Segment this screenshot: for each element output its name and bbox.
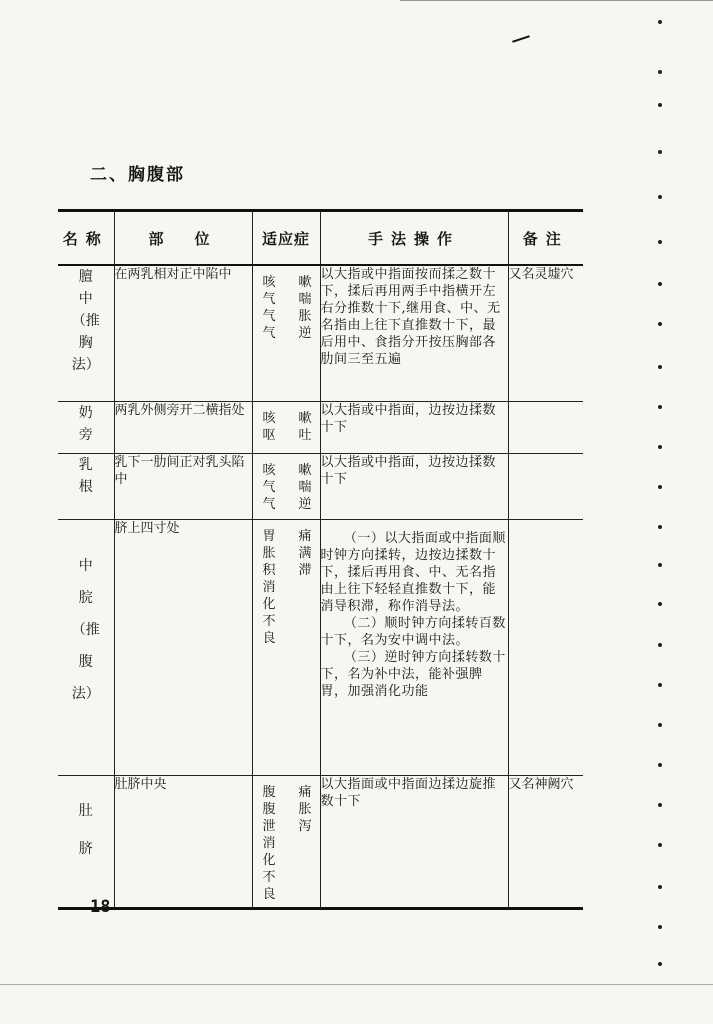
name-char: 奶 bbox=[78, 404, 93, 421]
symptom-char: 痛 bbox=[298, 528, 312, 544]
binding-hole-dot bbox=[658, 962, 662, 966]
symptom-char: 气 bbox=[262, 292, 276, 307]
name-char: 乳 bbox=[78, 456, 93, 473]
symptom-char bbox=[287, 630, 312, 647]
binding-hole-dot bbox=[658, 20, 662, 24]
header-note: 备注 bbox=[508, 211, 583, 266]
symptom-char bbox=[287, 886, 312, 903]
operation-text: （一）以大指面或中指面顺时钟方向揉转，边按边揉数十下，揉后再用食、中、无名指由上往下轻轻直推数十下，能消导积滞，称作消导法。 bbox=[320, 530, 506, 614]
point-name bbox=[58, 519, 114, 775]
symptom-char: 积 bbox=[262, 562, 276, 578]
point-note: 又名神阙穴 bbox=[508, 775, 583, 908]
page-edge-bottom bbox=[0, 984, 713, 985]
binding-hole-dot bbox=[658, 925, 662, 929]
symptom-char: 逆 bbox=[298, 496, 312, 512]
binding-hole-dot bbox=[658, 885, 662, 889]
binding-hole-dot bbox=[658, 282, 662, 286]
symptom-char: 消化不 bbox=[262, 835, 276, 885]
page-number: 18 bbox=[90, 897, 111, 917]
symptom-char: 气 bbox=[262, 326, 276, 341]
table-row bbox=[58, 453, 583, 519]
binding-hole-dot bbox=[658, 723, 662, 727]
point-symptoms bbox=[252, 265, 320, 401]
binding-hole-dot bbox=[658, 563, 662, 567]
name-char: 法） bbox=[71, 357, 100, 373]
point-note bbox=[508, 453, 583, 519]
symptom-char: 呕 bbox=[262, 427, 276, 443]
operation-text: 以大指或中指面，边按边揉数十下 bbox=[320, 402, 497, 435]
name-char: 中 bbox=[78, 291, 93, 307]
binding-hole-dot bbox=[658, 195, 662, 199]
symptom-char: 腹 bbox=[262, 784, 276, 800]
symptom-char: 吐 bbox=[298, 427, 312, 443]
binding-hole-dot bbox=[658, 445, 662, 449]
table-header-row bbox=[58, 211, 583, 266]
operation-text: 以大指面或中指面边揉边旋推数十下 bbox=[320, 776, 497, 809]
point-symptoms bbox=[252, 453, 320, 519]
binding-hole-dot bbox=[658, 525, 662, 529]
binding-hole-dot bbox=[658, 843, 662, 847]
binding-hole-dot bbox=[658, 365, 662, 369]
name-char: 根 bbox=[78, 478, 93, 495]
point-name bbox=[58, 775, 114, 908]
symptom-char: 胀 bbox=[298, 309, 312, 324]
symptom-char: 泻 bbox=[298, 818, 312, 834]
binding-hole-dot bbox=[658, 485, 662, 489]
page-edge-top bbox=[400, 0, 713, 7]
symptom-char: 嗽 bbox=[298, 410, 312, 426]
symptom-char: 咳 bbox=[262, 275, 276, 290]
symptom-char: 咳 bbox=[262, 462, 276, 478]
symptom-char bbox=[287, 579, 312, 630]
symptom-char bbox=[287, 835, 312, 886]
header-location: 部 位 bbox=[114, 211, 252, 266]
symptom-char: 良 bbox=[262, 886, 276, 902]
symptom-char: 良 bbox=[262, 630, 276, 646]
point-name bbox=[58, 265, 114, 401]
symptom-char: 喘 bbox=[298, 292, 312, 307]
point-symptoms bbox=[252, 519, 320, 775]
binding-hole-dot bbox=[658, 103, 662, 107]
name-char: 膻 bbox=[78, 269, 93, 285]
point-name bbox=[58, 401, 114, 453]
name-char: 法） bbox=[71, 685, 100, 702]
symptom-char: 咳 bbox=[262, 410, 276, 426]
point-symptoms bbox=[252, 775, 320, 908]
symptom-char: 胃 bbox=[262, 528, 276, 544]
binding-hole-dot bbox=[658, 763, 662, 767]
binding-hole-dot bbox=[658, 643, 662, 647]
binding-hole-dot bbox=[658, 602, 662, 606]
header-operation: 手法操作 bbox=[320, 211, 508, 266]
point-location: 两乳外侧旁开二横指处 bbox=[114, 401, 252, 453]
name-char: 肚 bbox=[78, 802, 93, 819]
point-location: 在两乳相对正中陷中 bbox=[114, 265, 252, 401]
header-symptoms: 适应症 bbox=[252, 211, 320, 266]
binding-hole-dot bbox=[658, 803, 662, 807]
point-note: 又名灵墟穴 bbox=[508, 265, 583, 401]
symptom-char: 腹 bbox=[262, 801, 276, 817]
point-note bbox=[508, 401, 583, 453]
point-name bbox=[58, 453, 114, 519]
table-row bbox=[58, 775, 583, 908]
symptom-char: 逆 bbox=[298, 326, 312, 341]
binding-hole-dot bbox=[658, 322, 662, 326]
point-symptoms bbox=[252, 401, 320, 453]
binding-hole-dot bbox=[658, 240, 662, 244]
name-char: （推 bbox=[71, 313, 100, 329]
point-location: 肚脐中央 bbox=[114, 775, 252, 908]
operation-text: 以大指或中指面按而揉之数十下，揉后再用两手中指横开左右分推数十下,继用食、中、无名指由上往下直推数十下，最后用中、食指分开按压胸部各肋间三至五遍 bbox=[320, 267, 501, 367]
name-char: 脘 bbox=[78, 589, 93, 606]
acupoint-table bbox=[58, 209, 583, 910]
name-char: 旁 bbox=[78, 426, 93, 443]
pen-mark bbox=[512, 35, 530, 42]
symptom-char: 满 bbox=[298, 545, 312, 561]
point-operation bbox=[320, 401, 508, 453]
point-operation bbox=[320, 453, 508, 519]
table-row bbox=[58, 265, 583, 401]
header-name: 名称 bbox=[58, 211, 114, 266]
point-location: 乳下一肋间正对乳头陷中 bbox=[114, 453, 252, 519]
symptom-char: 胀 bbox=[262, 545, 276, 561]
symptom-char: 嗽 bbox=[298, 462, 312, 478]
binding-hole-dot bbox=[658, 70, 662, 74]
table-row bbox=[58, 519, 583, 775]
symptom-char: 痛 bbox=[298, 784, 312, 800]
symptom-char: 嗽 bbox=[298, 275, 312, 290]
symptom-char: 滞 bbox=[298, 562, 312, 578]
symptom-char: 喘 bbox=[298, 479, 312, 495]
operation-text: 以大指或中指面，边按边揉数十下 bbox=[320, 454, 497, 487]
binding-hole-dot bbox=[658, 405, 662, 409]
binding-hole-dot bbox=[658, 683, 662, 687]
symptom-char: 胀 bbox=[298, 801, 312, 817]
binding-hole-dot bbox=[658, 150, 662, 154]
symptom-char: 泄 bbox=[262, 818, 276, 834]
point-operation bbox=[320, 519, 508, 775]
operation-text: （二）顺时钟方向揉转百数十下，名为安中调中法。 bbox=[320, 615, 506, 648]
point-note bbox=[508, 519, 583, 775]
name-char: 腹 bbox=[78, 653, 93, 670]
name-char: 胸 bbox=[78, 335, 93, 351]
symptom-char: 气 bbox=[262, 496, 276, 512]
section-title: 二、胸腹部 bbox=[90, 165, 185, 185]
symptom-char: 消化不 bbox=[262, 579, 276, 629]
point-operation bbox=[320, 775, 508, 908]
name-char: 中 bbox=[78, 557, 93, 574]
operation-text: （三）逆时钟方向揉转数十下，名为补中法，能补强脾胃，加强消化功能 bbox=[320, 649, 506, 699]
symptom-char: 气 bbox=[262, 479, 276, 495]
point-operation bbox=[320, 265, 508, 401]
name-char: 脐 bbox=[78, 840, 93, 857]
table-row bbox=[58, 401, 583, 453]
symptom-char: 气 bbox=[262, 309, 276, 324]
point-location: 脐上四寸处 bbox=[114, 519, 252, 775]
name-char: （推 bbox=[71, 621, 100, 638]
